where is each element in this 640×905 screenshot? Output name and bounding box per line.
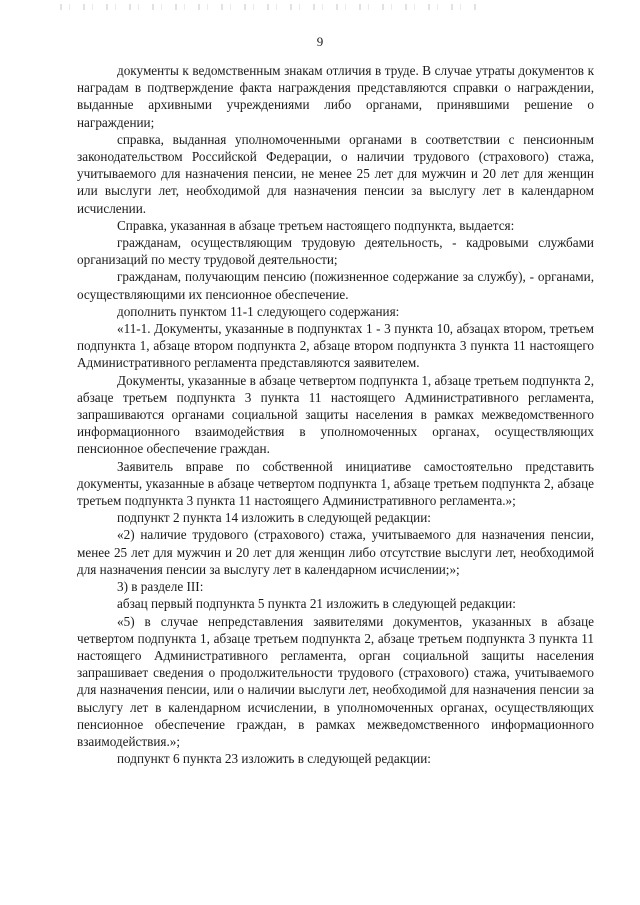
paragraph-5: гражданам, получающим пенсию (пожизненное содержание за службу), - органами, осуществляющими их пенсионное обеспечение. [77, 269, 594, 302]
paragraph-8: Документы, указанные в абзаце четвертом подпункта 1, абзаце третьем подпункта 2, абзаце третьем подпункта 3 пункта 11 настоящего Административного регламента, запрашиваются органами социальной защиты населения в рамках межведомственного информационного взаимодействия в уполномоченных органах, осуществляющих пенсионное обеспечение граждан. [77, 372, 594, 457]
page-number: 9 [316, 34, 324, 49]
scan-artifact [60, 4, 480, 10]
paragraph-1: документы к ведомственным знакам отличия в труде. В случае утраты документов к наградам в подтверждение факта награждения представляются справки о награждении, выданные архивными учреждениями либо органами, принявшими решение о награждении; [77, 63, 594, 130]
paragraph-13: абзац первый подпункта 5 пункта 21 изложить в следующей редакции: [117, 596, 516, 612]
paragraph-3: Справка, указанная в абзаце третьем настоящего подпункта, выдается: [117, 217, 515, 233]
paragraph-9: Заявитель вправе по собственной инициативе самостоятельно представить документы, указанные в абзаце четвертом подпункта 1, абзаце третьем подпункта 2, абзаце третьем подпункта 3 пункта 11 настоящего Административного регламента.»; [77, 458, 594, 509]
paragraph-11: «2) наличие трудового (страхового) стажа, учитываемого для назначения пенсии, менее 25 лет для мужчин и 20 лет для женщин либо отсутствие выслуги лет, необходимой для назначения пенсии за выслугу лет в календарном исчислении;»; [77, 527, 594, 577]
paragraph-12: 3) в разделе III: [117, 579, 204, 595]
paragraph-15: подпункт 6 пункта 23 изложить в следующей редакции: [117, 751, 431, 767]
paragraph-7: «11-1. Документы, указанные в подпунктах 1 - 3 пункта 10, абзацах втором, третьем подпункта 1, абзаце втором подпункта 2, абзаце втором подпункта 3 пункта 11 настоящего Административного регламента представляются заявителем. [77, 321, 594, 371]
document-body [77, 62, 594, 767]
paragraph-10: подпункт 2 пункта 14 изложить в следующей редакции: [117, 510, 431, 526]
paragraph-6: дополнить пунктом 11-1 следующего содержания: [117, 303, 400, 319]
paragraph-4: гражданам, осуществляющим трудовую деятельность, - кадровыми службами организаций по месту трудовой деятельности; [77, 235, 594, 268]
paragraph-14: «5) в случае непредставления заявителями документов, указанных в абзаце четвертом подпункта 1, абзаце третьем подпункта 2, абзаце третьем подпункта 3 пункта 11 настоящего Административного регламента, орган социальной защиты населения запрашивает сведения о продолжительности трудового (страхового) стажа, учитываемого для назначения пенсии, или о наличии выслуги лет, необходимой для назначения пенсии за выслугу лет в календарном исчислении, в уполномоченных органах, осуществляющих пенсионное обеспечение граждан, в рамках межведомственного информационного взаимодействия.»; [77, 613, 594, 749]
paragraph-2: справка, выданная уполномоченными органами в соответствии с пенсионным законодательством Российской Федерации, о наличии трудового (страхового) стажа, учитываемого для назначения пенсии, не менее 25 лет для мужчин и 20 лет для женщин или выслуги лет, необходимой для назначения пенсии за выслугу лет в календарном исчислении. [77, 131, 594, 216]
